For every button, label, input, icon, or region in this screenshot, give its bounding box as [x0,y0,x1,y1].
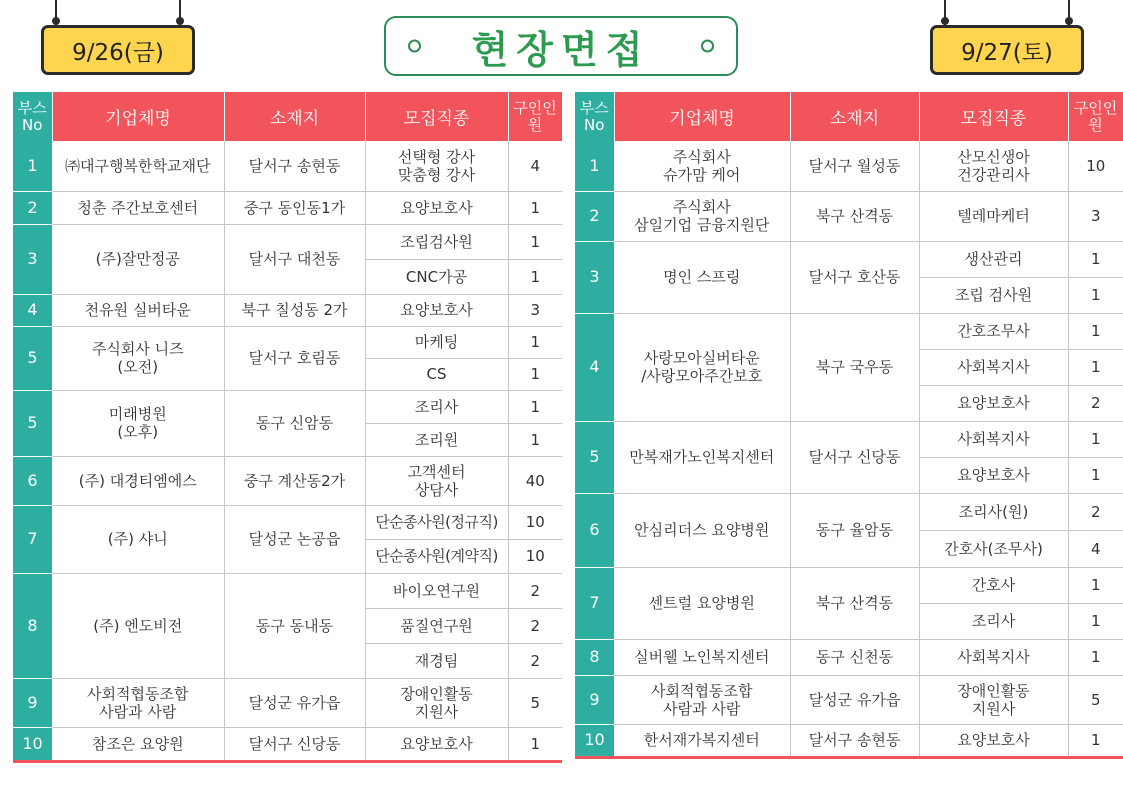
job-title [919,603,1068,639]
hiring-count: 1 [1068,349,1123,385]
job-title-line: 산모신생아 [957,147,1030,166]
company-name [614,421,790,493]
col-header-count: 구인인원 [508,92,562,141]
schedule-table-right [575,92,1123,759]
company-name [614,313,790,421]
table-row [575,191,1123,241]
job-title-line: 단순종사원(정규직) [375,513,498,531]
hanging-dot [52,17,60,25]
job-title [365,191,508,224]
company-name-line: (주) 샤니 [107,530,168,548]
job-title [365,141,508,191]
job-title [919,421,1068,457]
company-name [614,724,790,757]
table-row [575,493,1123,530]
company-name-line: 천유원 실버타운 [84,301,191,319]
hiring-count: 1 [1068,277,1123,313]
hiring-count: 1 [508,326,562,358]
job-title-line: 간호사(조무사) [944,539,1043,558]
job-title [365,423,508,456]
company-location: 달성군 논공읍 [224,505,365,573]
company-location: 동구 동내동 [224,573,365,678]
company-name-line: 안심리더스 요양병원 [634,521,770,539]
hiring-count: 40 [508,456,562,505]
company-location: 중구 계산동2가 [224,456,365,505]
job-title-line: 요양보호사 [957,731,1030,749]
booth-number: 8 [575,639,614,675]
table-row [575,724,1123,757]
job-title-line: 지원사 [971,699,1016,718]
col-header-no: 부스No [13,92,52,141]
job-title-line: 지원사 [414,702,459,721]
booth-number: 8 [13,573,52,678]
company-name [52,573,224,678]
hiring-count: 2 [508,643,562,678]
job-title-line: 간호사 [971,576,1016,594]
job-title [919,241,1068,277]
hiring-count: 5 [1068,675,1123,724]
company-name [52,326,224,390]
booth-number: 5 [13,326,52,390]
job-title-line: 요양보호사 [957,394,1030,412]
company-name [614,567,790,639]
table-header-row [13,92,562,141]
col-header-location: 소재지 [790,92,919,141]
company-name [52,224,224,294]
table-row [13,678,562,727]
circle-ornament-icon [701,40,714,53]
company-location: 북구 칠성동 2가 [224,294,365,326]
company-name [614,191,790,241]
col-header-job: 모집직종 [365,92,508,141]
company-name-line: 만복재가노인복지센터 [629,448,775,466]
table-row [13,224,562,259]
job-title-line: 생산관리 [964,250,1023,268]
company-location: 달서구 신당동 [790,421,919,493]
company-location: 달서구 호림동 [224,326,365,390]
hiring-count: 1 [508,727,562,761]
job-title [919,675,1068,724]
booth-number: 3 [575,241,614,313]
company-name-line: 주식회사 니즈 [91,340,184,358]
job-title-line: 간호조무사 [957,322,1030,340]
table-row [575,421,1123,457]
hiring-count: 1 [1068,457,1123,493]
job-title-line: 조리사(원) [958,502,1029,521]
company-name-line: 센트럴 요양병원 [648,594,755,612]
job-title [919,349,1068,385]
booth-number: 6 [575,493,614,567]
company-location: 달성군 유가읍 [790,675,919,724]
job-title-line: 사회복지사 [957,430,1030,448]
table-row [13,505,562,539]
booth-number: 5 [13,390,52,456]
table-body [575,141,1123,757]
table-row [13,141,562,191]
table-row [13,390,562,423]
company-name-line: 청춘 주간보호센터 [77,198,199,217]
company-name [614,675,790,724]
table-row [575,675,1123,724]
hanging-dot [941,17,949,25]
company-name-line: 주식회사 [672,198,731,216]
col-header-company: 기업체명 [614,92,790,141]
booth-number: 2 [13,191,52,224]
company-location: 동구 신암동 [224,390,365,456]
col-header-location: 소재지 [224,92,365,141]
company-name-line: 슈가맘 케어 [663,165,741,184]
company-name-line: 사회적협동조합 [651,681,753,700]
company-name-line: /사랑모아주간보호 [641,367,763,385]
job-title [365,643,508,678]
company-location: 달서구 송현동 [790,724,919,757]
job-title [919,313,1068,349]
job-title [919,141,1068,191]
circle-ornament-icon [408,40,421,53]
date-label-right: 9/27(토) [930,25,1084,75]
company-name-line: 미래병원 [108,405,167,423]
job-title [919,385,1068,421]
company-location: 중구 동인동1가 [224,191,365,224]
job-title [919,277,1068,313]
hiring-count: 10 [508,505,562,539]
company-name-line: 삼일기업 금융지원단 [634,216,770,234]
hiring-count: 3 [1068,191,1123,241]
company-name-line: (주) 엔도비전 [93,616,183,635]
job-title [365,358,508,390]
job-title-line: 요양보호사 [400,198,473,217]
hiring-count: 10 [508,539,562,573]
job-title-line: 조리원 [414,430,459,449]
table-body [13,141,562,761]
job-title-line: 맞춤형 강사 [397,165,476,184]
company-name-line: 사회적협동조합 [87,684,189,703]
company-name-line: 실버웰 노인복지센터 [634,648,770,666]
job-title-line: 단순종사원(계약직) [375,547,498,565]
company-name [52,390,224,456]
table-row [13,573,562,608]
booth-number: 6 [13,456,52,505]
table-header-row [575,92,1123,141]
job-title [365,573,508,608]
company-name [52,727,224,761]
company-name-line: 참조은 요양원 [91,734,184,753]
job-title-line: 장애인활동 [400,684,473,703]
booth-number: 7 [13,505,52,573]
booth-number: 9 [13,678,52,727]
job-title-line: 재경팀 [414,651,459,670]
hiring-count: 1 [1068,639,1123,675]
job-title-line: 상담사 [414,480,459,499]
job-title [919,457,1068,493]
job-title-line: 조립 검사원 [954,286,1033,304]
company-location: 동구 신천동 [790,639,919,675]
hiring-count: 2 [508,573,562,608]
company-name-line: 한서재가복지센터 [643,731,760,749]
company-name [614,639,790,675]
job-title [919,493,1068,530]
company-name [52,141,224,191]
booth-number: 3 [13,224,52,294]
job-title [919,530,1068,567]
table-row [575,313,1123,349]
hiring-count: 1 [508,423,562,456]
company-name [52,191,224,224]
date-label-left: 9/26(금) [41,25,195,75]
hiring-count: 5 [508,678,562,727]
company-location: 북구 산격동 [790,191,919,241]
page-title: 현장면접 [471,27,651,72]
company-location: 달서구 호산동 [790,241,919,313]
company-name-line: 사랑모아실버타운 [643,349,760,367]
date-sign-right [930,0,1084,76]
hiring-count: 1 [508,358,562,390]
job-title [365,390,508,423]
job-title-line: 고객센터 [407,462,466,481]
company-name-line: (오후) [117,423,159,441]
company-name-line: ㈜대구행복한학교재단 [65,156,211,175]
job-title [365,259,508,294]
company-location: 동구 율암동 [790,493,919,567]
job-title [365,224,508,259]
job-title-line: 조리사 [971,612,1016,630]
hiring-count: 3 [508,294,562,326]
booth-number: 4 [13,294,52,326]
job-title [365,539,508,573]
booth-number: 1 [13,141,52,191]
hiring-count: 2 [508,608,562,643]
job-title [365,326,508,358]
company-name-line: (오전) [117,358,159,376]
company-location: 달서구 송현동 [224,141,365,191]
col-header-count: 구인인원 [1068,92,1123,141]
company-name [614,141,790,191]
hiring-count: 4 [1068,530,1123,567]
company-location: 북구 산격동 [790,567,919,639]
job-title-line: 조리사 [414,397,459,416]
job-title-line: 사회복지사 [957,648,1030,666]
hiring-count: 1 [508,224,562,259]
job-title-line: CS [426,365,447,383]
job-title-line: 요양보호사 [400,301,473,319]
hiring-count: 10 [1068,141,1123,191]
col-header-no: 부스No [575,92,614,141]
company-location: 달서구 대천동 [224,224,365,294]
table-row [575,241,1123,277]
job-title-line: 장애인활동 [957,681,1030,700]
company-name-line: 명인 스프링 [663,268,741,286]
booth-number: 9 [575,675,614,724]
job-title [919,724,1068,757]
company-location: 달서구 신당동 [224,727,365,761]
table-row [575,639,1123,675]
job-title [365,294,508,326]
job-title-line: 조립검사원 [400,232,473,251]
hanging-dot [176,17,184,25]
job-title [365,608,508,643]
table-row [13,326,562,358]
company-name [614,241,790,313]
company-name [52,294,224,326]
booth-number: 10 [13,727,52,761]
job-title [365,678,508,727]
company-name-line: 사람과 사람 [663,699,741,718]
booth-number: 10 [575,724,614,757]
booth-number: 5 [575,421,614,493]
booth-number: 4 [575,313,614,421]
company-location: 달성군 유가읍 [224,678,365,727]
schedule-table-left [13,92,563,763]
company-name [52,678,224,727]
job-title-line: 바이오연구원 [393,581,480,600]
hiring-count: 1 [1068,241,1123,277]
hiring-count: 1 [508,191,562,224]
job-title-line: 사회복지사 [957,358,1030,376]
job-title [919,639,1068,675]
hiring-count: 1 [1068,567,1123,603]
company-name-line: (주) 대경티엠에스 [78,471,197,490]
job-title-line: 요양보호사 [400,734,473,753]
company-name-line: 사람과 사람 [99,702,177,721]
company-name [52,456,224,505]
hiring-count: 2 [1068,493,1123,530]
page-title-box [384,16,738,76]
hiring-count: 1 [1068,724,1123,757]
company-name-line: (주)잘만정공 [95,250,180,268]
job-title-line: 마케팅 [414,333,459,351]
table-row [13,456,562,505]
hiring-count: 1 [1068,421,1123,457]
col-header-job: 모집직종 [919,92,1068,141]
col-header-company: 기업체명 [52,92,224,141]
table-row [575,567,1123,603]
job-title-line: 요양보호사 [957,466,1030,484]
job-title-line: 텔레마케터 [957,207,1030,225]
hiring-count: 1 [508,390,562,423]
job-title [365,505,508,539]
company-name-line: 주식회사 [672,147,731,166]
table-row [13,727,562,761]
hiring-count: 1 [1068,313,1123,349]
hiring-count: 1 [1068,603,1123,639]
company-name [614,493,790,567]
hanging-dot [1065,17,1073,25]
job-title [365,456,508,505]
job-title-line: CNC가공 [405,267,468,286]
job-title [919,191,1068,241]
table-row [13,191,562,224]
job-title-line: 품질연구원 [400,616,473,635]
hiring-count: 2 [1068,385,1123,421]
company-location: 북구 국우동 [790,313,919,421]
booth-number: 7 [575,567,614,639]
date-sign-left [41,0,195,76]
company-location: 달서구 월성동 [790,141,919,191]
job-title [365,727,508,761]
hiring-count: 4 [508,141,562,191]
table-row [575,141,1123,191]
job-title [919,567,1068,603]
company-name [52,505,224,573]
job-title-line: 선택형 강사 [397,147,476,166]
booth-number: 1 [575,141,614,191]
hiring-count: 1 [508,259,562,294]
booth-number: 2 [575,191,614,241]
table-row [13,294,562,326]
job-title-line: 건강관리사 [957,165,1030,184]
